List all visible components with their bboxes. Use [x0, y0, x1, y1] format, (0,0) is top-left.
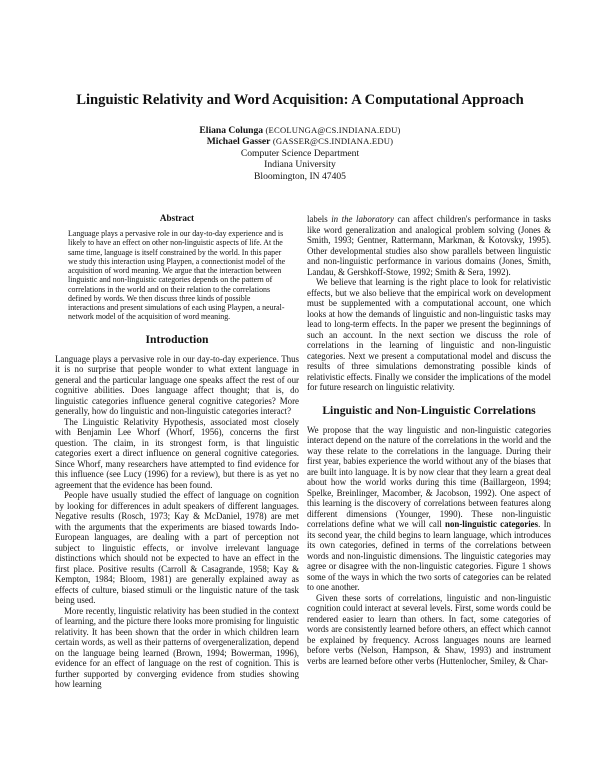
body-paragraph	[307, 214, 551, 277]
intro-paragraph: Language plays a pervasive role in our day-to-day experience. Thus it is no surprise that people wonder to what extent language in general and the particular language one speaks affect the rest of our cognitive abilities. Does language affect thought; that is, do linguistic categories influence general cognitive categories? More generally, how do linguistic and non-linguistic categories interact?	[55, 353, 299, 416]
body-paragraph	[307, 425, 551, 593]
abstract-text: Language plays a pervasive role in our day-to-day experience and is likely to have an effect on other non-linguistic aspects of life. At the same time, language is itself constrained by the world. In this paper we study this interaction using Playpen, a connectionist model of the acquisition of word meaning. We argue that the interaction between linguistic and non-linguistic categories depends on the pattern of correlations in the world and on their relation to the correlations defined by words. We then discuss three kinds of possible interactions and present simulations of each using Playpen, a neural-network model of the acquisition of word meaning.	[68, 229, 286, 322]
paper-title: Linguistic Relativity and Word Acquisition: A Computational Approach	[76, 92, 524, 108]
author-line	[0, 125, 600, 136]
author-name: Eliana Colunga	[199, 125, 264, 136]
emphasis-text: in the laboratory	[331, 214, 394, 224]
author-email: (GASSER@CS.INDIANA.EDU)	[272, 136, 394, 147]
intro-paragraph: People have usually studied the effect of language on cognition by looking for differences in adult speakers of different languages. Negative results (Rosch, 1973; Kay & McDaniel, 1978) are met with the arguments that the experiments are biased towards Indo-European languages, are dealing with a part of perception not subject to linguistic effects, or involve irrelevant language distinctions which should not be expected to have an effect in the first place. Positive results (Carroll & Casagrande, 1958; Kay & Kempton, 1984; Bloom, 1981) are generally explained away as effects of culture, biased stimuli or the linguistic nature of the task being used.	[55, 490, 299, 605]
author-line	[0, 136, 600, 147]
correlations-heading: Linguistic and Non-Linguistic Correlations	[322, 403, 536, 417]
introduction-heading: Introduction	[145, 332, 209, 346]
text-run: . In its second year, the child begins to learn language, which introduces its own categories, defined in terms of the correlations between words and non-linguistic dimensions. The linguistic categories may agree or disagree with the non-linguistic categories. Figure 1 shows some of the ways in which the two sorts of categories can be related to one another.	[307, 519, 551, 592]
text-run: can affect children's performance in tasks like word generalization and analogical problem solving (Jones & Smith, 1993; Gentner, Rattermann, Markman, & Kotovsky, 1995). Other developmental studies also show parallels between linguistic and non-linguistic performance in various domains (Jones, Smith, Landau, & Gershkoff-Stowe, 1992; Smith & Sera, 1992).	[307, 214, 551, 277]
text-run: We propose that the way linguistic and non-linguistic categories interact depend on the nature of the correlations in the world and the way these relate to the correlations in the language. During their first year, babies experience the world without any of the biases that are built into language. It is by now clear that they learn a great deal about how the world works during this time (Baillargeon, 1994; Spelke, Breinlinger, Macomber, & Jacobson, 1992). One aspect of this learning is the discovery of correlations between features along different dimensions (Younger, 1990). These non-linguistic correlations define what we will call	[307, 424, 551, 529]
text-run: labels	[307, 214, 332, 224]
left-column	[55, 213, 299, 690]
intro-paragraph: More recently, linguistic relativity has been studied in the context of learning, and the picture there looks more promising for linguistic relativity. It has been shown that the order in which children learn certain words, as well as their patterns of overgeneralization, depend on the language being learned (Brown, 1994; Bowerman, 1996), evidence for an effect of language on the rest of cognition. This is further supported by converging evidence from studies showing how learning	[55, 605, 299, 689]
body-paragraph: We believe that learning is the right place to look for relativistic effects, but we also believe that the empirical work on development must be supplemented with a computational account, one which looks at how the demands of linguistic and non-linguistic tasks may lead to long-term effects. In the paper we present the beginnings of such an account. In the next section we discuss the role of correlations in the learning of linguistic and non-linguistic categories. Next we present a computational model and discuss the results of three simulations demonstrating possible kinds of relativistic effects. Finally we consider the implications of the model for future research on linguistic relativity.	[307, 277, 551, 392]
intro-paragraph: The Linguistic Relativity Hypothesis, associated most closely with Benjamin Lee Whorf (Whorf, 1956), concerns the first question. The claim, in its strongest form, is that linguistic categories exert a direct influence on general cognitive categories. Since Whorf, many researchers have attempted to find evidence for this influence (see Lucy (1996) for a review), but there is as yet no agreement that the evidence has been found.	[55, 416, 299, 490]
university: Indiana University	[264, 159, 336, 171]
location: Bloomington, IN 47405	[254, 170, 346, 182]
bold-term: non-linguistic categories	[445, 519, 539, 529]
department: Computer Science Department	[240, 147, 360, 159]
right-column	[307, 214, 551, 666]
author-block	[0, 125, 600, 182]
abstract-heading: Abstract	[159, 213, 195, 223]
author-name: Michael Gasser	[206, 136, 271, 148]
author-email: (ECOLUNGA@CS.INDIANA.EDU)	[265, 125, 401, 135]
body-paragraph: Given these sorts of correlations, linguistic and non-linguistic cognition could interact at several levels. First, some words could be rendered easier to learn than others. In fact, some categories of words are consistently learned before others, an effect which cannot be explained by frequency. Across languages nouns are learned before verbs (Nelson, Hampson, & Shaw, 1993) and instrument verbs are learned before other verbs (Huttenlocher, Smiley, & Char-	[307, 592, 551, 666]
